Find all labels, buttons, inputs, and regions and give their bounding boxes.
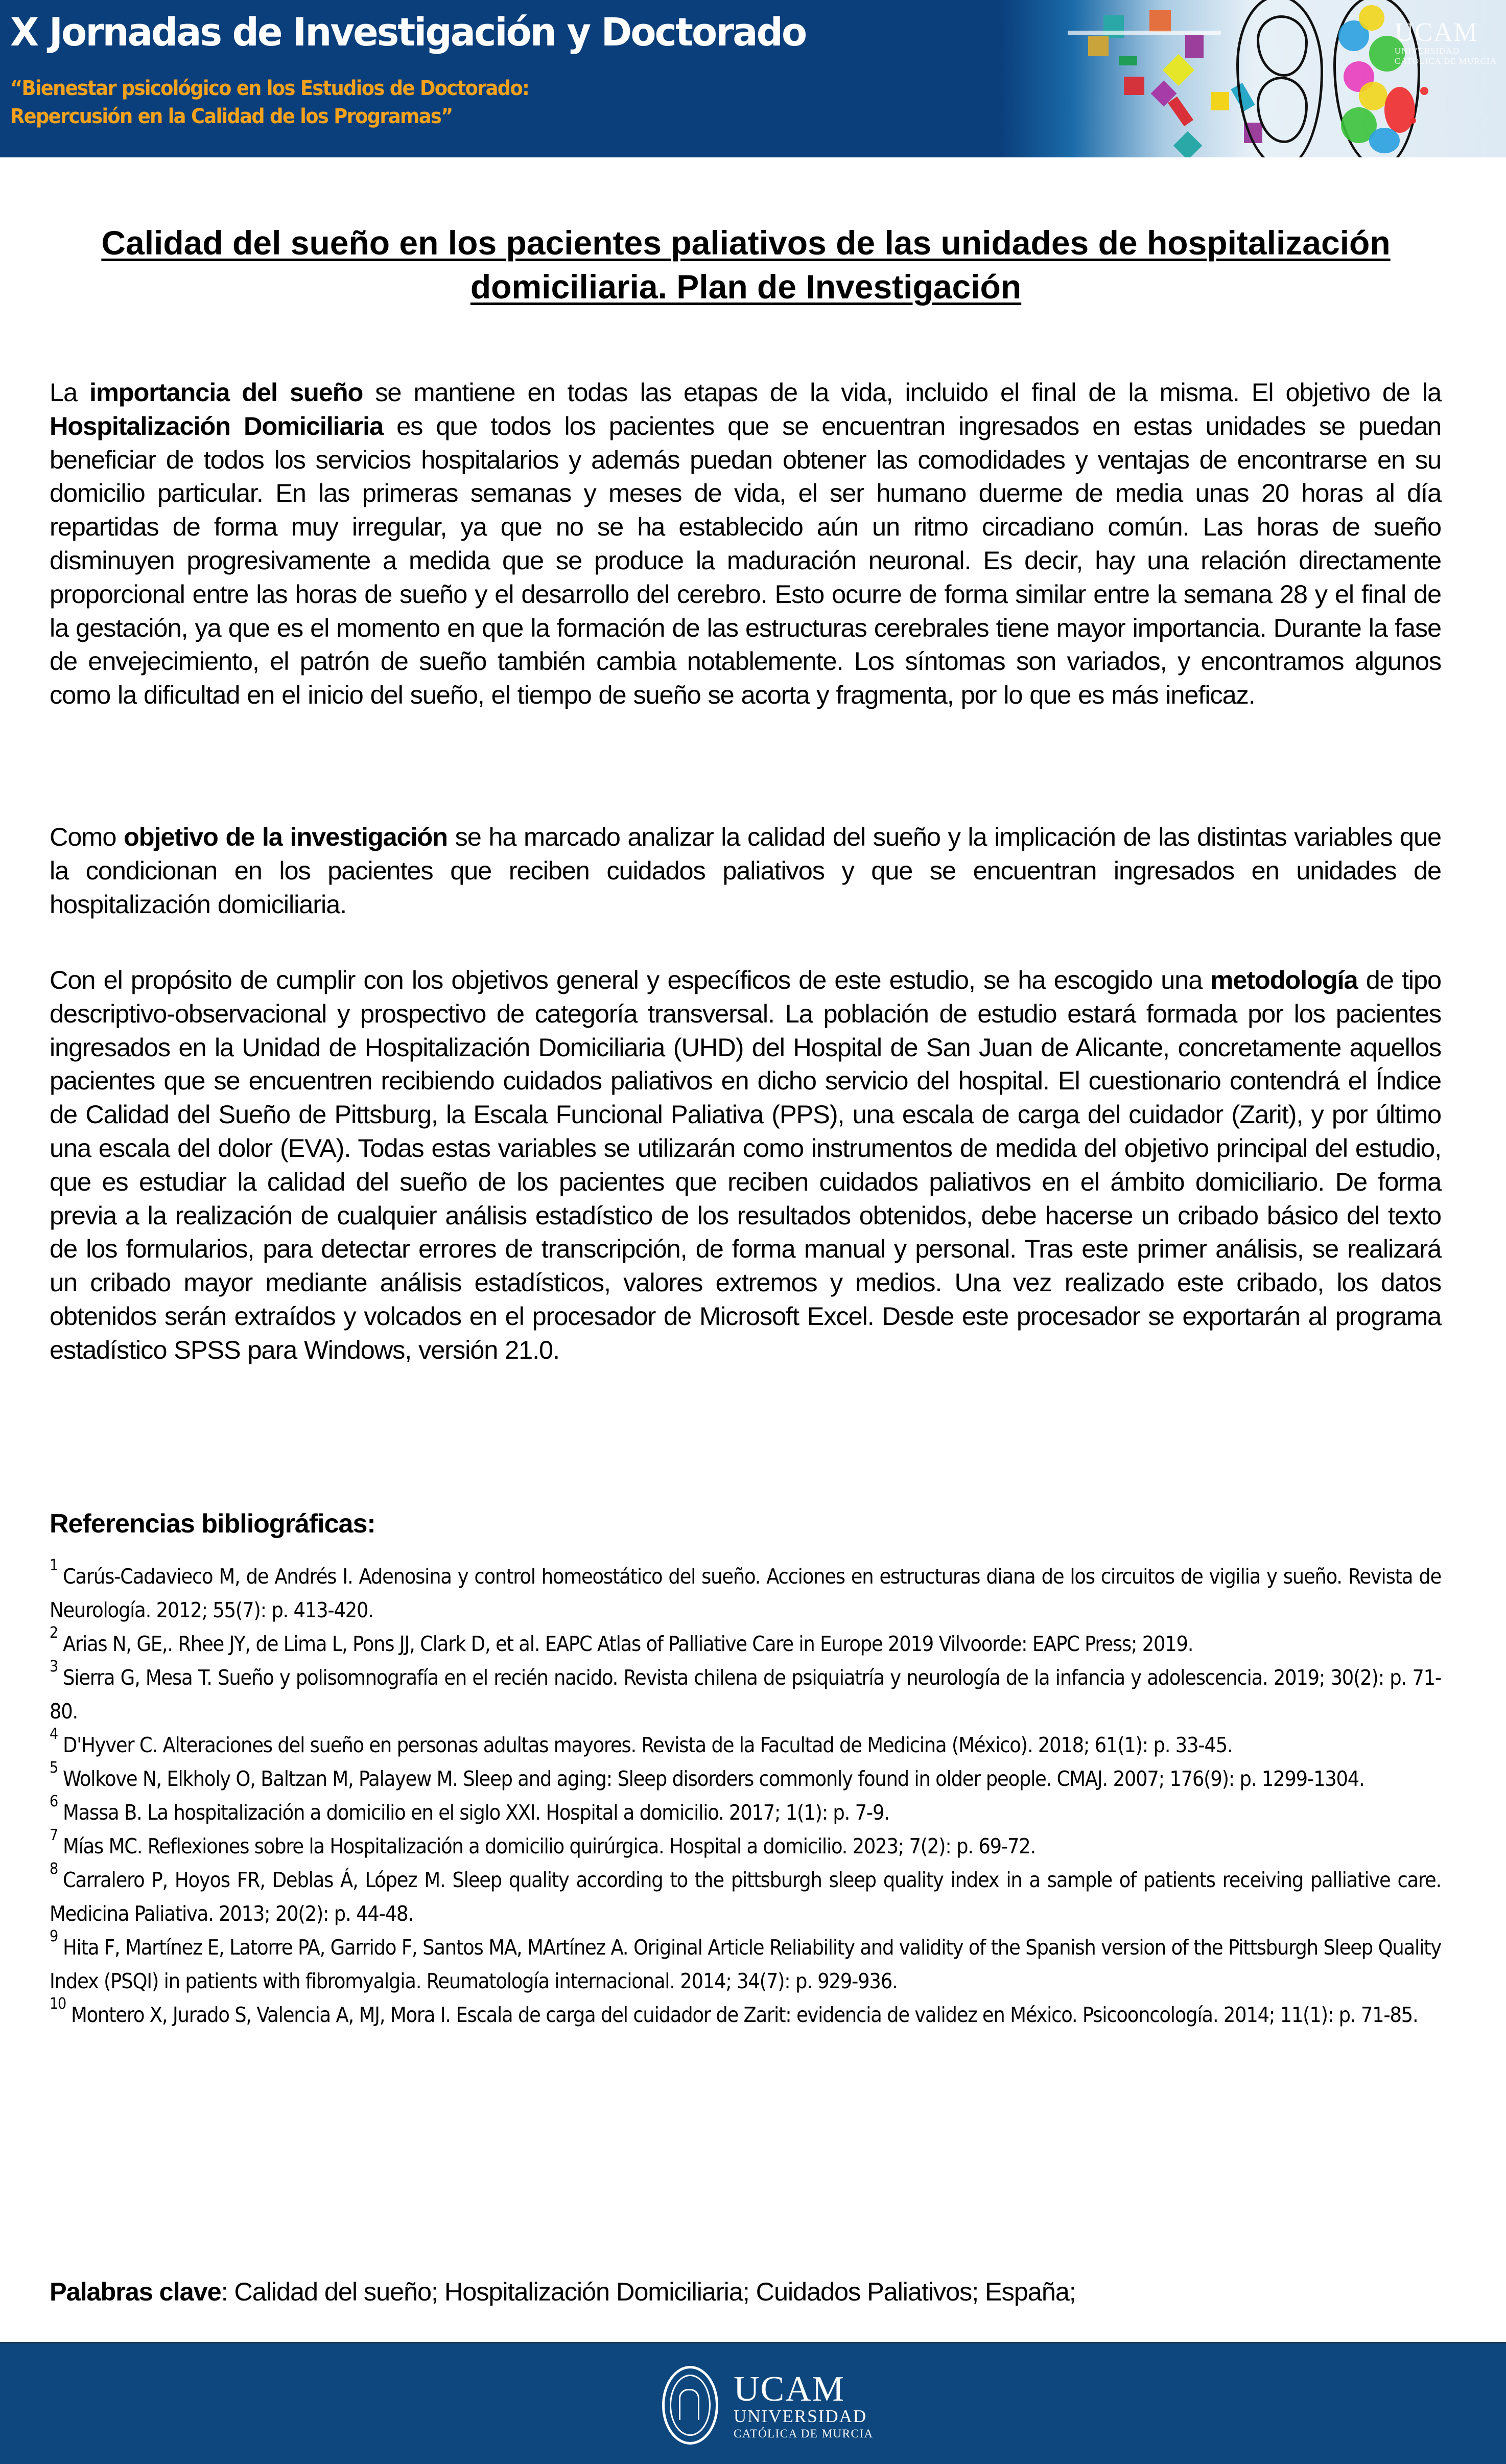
reference-item: $^7$ Mías MC. Reflexiones sobre la Hospitalización a domicilio quirúrgica. Hospital a domicilio. 2023; 7(2): p. 69-72. (50, 1826, 1036, 1858)
reference-item: $^3$ Sierra G, Mesa T. Sueño y polisomnografía en el recién nacido. Revista chilena de psiquiatría y neurología de la infancia y adolescencia. 2019; 30(2): p. 71-80. (50, 1658, 1441, 1724)
references-heading: Referencias bibliográficas: (50, 1509, 375, 1539)
footer-banner (0, 2342, 1506, 2464)
document-title: Calidad del sueño en los pacientes paliativos de las unidades de hospitalización domiciliaria. Plan de Investigación (101, 224, 1391, 306)
event-subtitle-line-1: “Bienestar psicológico en los Estudios de Doctorado: (10, 77, 529, 100)
emphasis: importancia del sueño (89, 378, 363, 407)
methodology-paragraph: Con el propósito de cumplir con los objetivos general y específicos de este estudio, se ha escogido una metodología de tipo descriptivo-observacional y prospectivo de categoría transversal. La población de estudio estará formada por los pacientes ingresados en la Unidad de Hospitalización Domiciliaria (UHD) del Hospital de San Juan de Alicante, concretamente aquellos pacientes que se encuentren recibiendo cuidados paliativos en dicho servicio del hospital. El cuestionario contendrá el Índice de Calidad del Sueño de Pittsburg, la Escala Funcional Paliativa (PPS), una escala de carga del cuidador (Zarit), y por último una escala del dolor (EVA). Todas estas variables se utilizarán como instrumentos de medida del objetivo principal del estudio, que es estudiar la calidad del sueño de los pacientes que reciben cuidados paliativos en el ámbito domiciliario. De forma previa a la realización de cualquier análisis estadístico de los resultados obtenidos, debe hacerse un cribado básico del texto de los formularios, para detectar errores de transcripción, de forma manual y personal. Tras este primer análisis, se realizará un cribado mayor mediante análisis estadísticos, valores extremos y medios. Una vez realizado este cribado, los datos obtenidos serán extraídos y volcados en el procesador de Microsoft Excel. Desde este procesador se exportarán al programa estadístico SPSS para Windows, versión 21.0. (50, 965, 1441, 1364)
references-list (50, 1556, 1441, 2032)
reference-item: $^8$ Carralero P, Hoyos FR, Deblas Á, López M. Sleep quality according to the pittsburgh sleep quality index in a sample of patients receiving palliative care. Medicina Paliativa. 2013; 20(2): p. 44-48. (50, 1860, 1441, 1926)
reference-number: 8 (50, 1860, 58, 1878)
header-banner (0, 0, 1506, 157)
header-ucam-logo: UCAM UNIVERSIDAD CATÓLICA DE MURCIA (1394, 18, 1497, 66)
keywords-label: Palabras clave (50, 2277, 221, 2306)
objective-paragraph: Como objetivo de la investigación se ha marcado analizar la calidad del sueño y la implicación de las distintas variables que la condicionan en los pacientes que reciben cuidados paliativos y que se encuentran ingresados en unidades de hospitalización domiciliaria. (50, 822, 1441, 919)
keywords (50, 2276, 1076, 2307)
reference-number: 1 (50, 1556, 58, 1574)
reference-item: $^4$ D'Hyver C. Alteraciones del sueño en personas adultas mayores. Revista de la Facultad de Medicina (México). 2018; 61(1): p. 33-45. (50, 1725, 1233, 1757)
reference-number: 4 (50, 1725, 58, 1743)
reference-item: $^2$ Arias N, GE,. Rhee JY, de Lima L, Pons JJ, Clark D, et al. EAPC Atlas of Palliative Care in Europe 2019 Vilvoorde: EAPC Press; 2019. (50, 1624, 1193, 1656)
reference-number: 10 (50, 1995, 66, 2013)
reference-item: $^{10}$ Montero X, Jurado S, Valencia A, MJ, Mora I. Escala de carga del cuidador de Zarit: evidencia de validez en México. Psicooncología. 2014; 11(1): p. 71-85. (50, 1995, 1418, 2027)
reference-number: 7 (50, 1826, 58, 1844)
reference-item: $^9$ Hita F, Martínez E, Latorre PA, Garrido F, Santos MA, MArtínez A. Original Article Reliability and validity of the Spanish version of the Pittsburgh Sleep Quality Index (PSQI) in patients with fibromyalgia. Reumatología internacional. 2014; 34(7): p. 929-936. (50, 1927, 1441, 1993)
university-seal-icon (662, 2366, 718, 2445)
reference-item: $^1$ Carús-Cadavieco M, de Andrés I. Adenosina y control homeostático del sueño. Acciones en estructuras diana de los circuitos de vigilia y sueño. Revista de Neurología. 2012; 55(7): p. 413-420. (50, 1556, 1441, 1622)
footer-ucam-logo: UCAM UNIVERSIDAD CATÓLICA DE MURCIA (734, 2369, 874, 2440)
reference-number: 2 (50, 1624, 58, 1642)
keywords-value: : Calidad del sueño; Hospitalización Domiciliaria; Cuidados Paliativos; España; (221, 2277, 1076, 2306)
event-title: X Jornadas de Investigación y Doctorado (10, 9, 806, 55)
event-subtitle-line-2: Repercusión en la Calidad de los Programas” (10, 105, 453, 128)
brain-illustration (1001, 0, 1506, 157)
reference-number: 9 (50, 1927, 58, 1945)
reference-item: $^6$ Massa B. La hospitalización a domicilio en el siglo XXI. Hospital a domicilio. 2017; 1(1): p. 7-9. (50, 1793, 889, 1825)
reference-number: 6 (50, 1793, 58, 1810)
intro-paragraph: La importancia del sueño se mantiene en todas las etapas de la vida, incluido el final de la misma. El objetivo de la Hospitalización Domiciliaria es que todos los pacientes que se encuentran ingresados en estas unidades se puedan beneficiar de todos los servicios hospitalarios y además puedan obtener las comodidades y ventajas de encontrarse en su domicilio particular. En las primeras semanas y meses de vida, el ser humano duerme de media unas 20 horas al día repartidas de forma muy irregular, ya que no se ha establecido aún un ritmo circadiano común. Las horas de sueño disminuyen progresivamente a medida que se produce la maduración neuronal. Es decir, hay una relación directamente proporcional entre las horas de sueño y el desarrollo del cerebro. Esto ocurre de forma similar entre la semana 28 y el final de la gestación, ya que es el momento en que la formación de las estructuras cerebrales tiene mayor importancia. Durante la fase de envejecimiento, el patrón de sueño también cambia notablemente. Los síntomas son variados, y encontramos algunos como la dificultad en el inicio del sueño, el tiempo de sueño se acorta y fragmenta, por lo que es más ineficaz. (50, 378, 1442, 710)
reference-item: $^5$ Wolkove N, Elkholy O, Baltzan M, Palayew M. Sleep and aging: Sleep disorders commonly found in older people. CMAJ. 2007; 176(9): p. 1299-1304. (50, 1759, 1364, 1791)
emphasis: metodología (1210, 965, 1358, 994)
reference-number: 3 (50, 1658, 58, 1676)
emphasis: objetivo de la investigación (124, 822, 448, 851)
emphasis: Hospitalización Domiciliaria (50, 411, 384, 440)
reference-number: 5 (50, 1759, 58, 1777)
